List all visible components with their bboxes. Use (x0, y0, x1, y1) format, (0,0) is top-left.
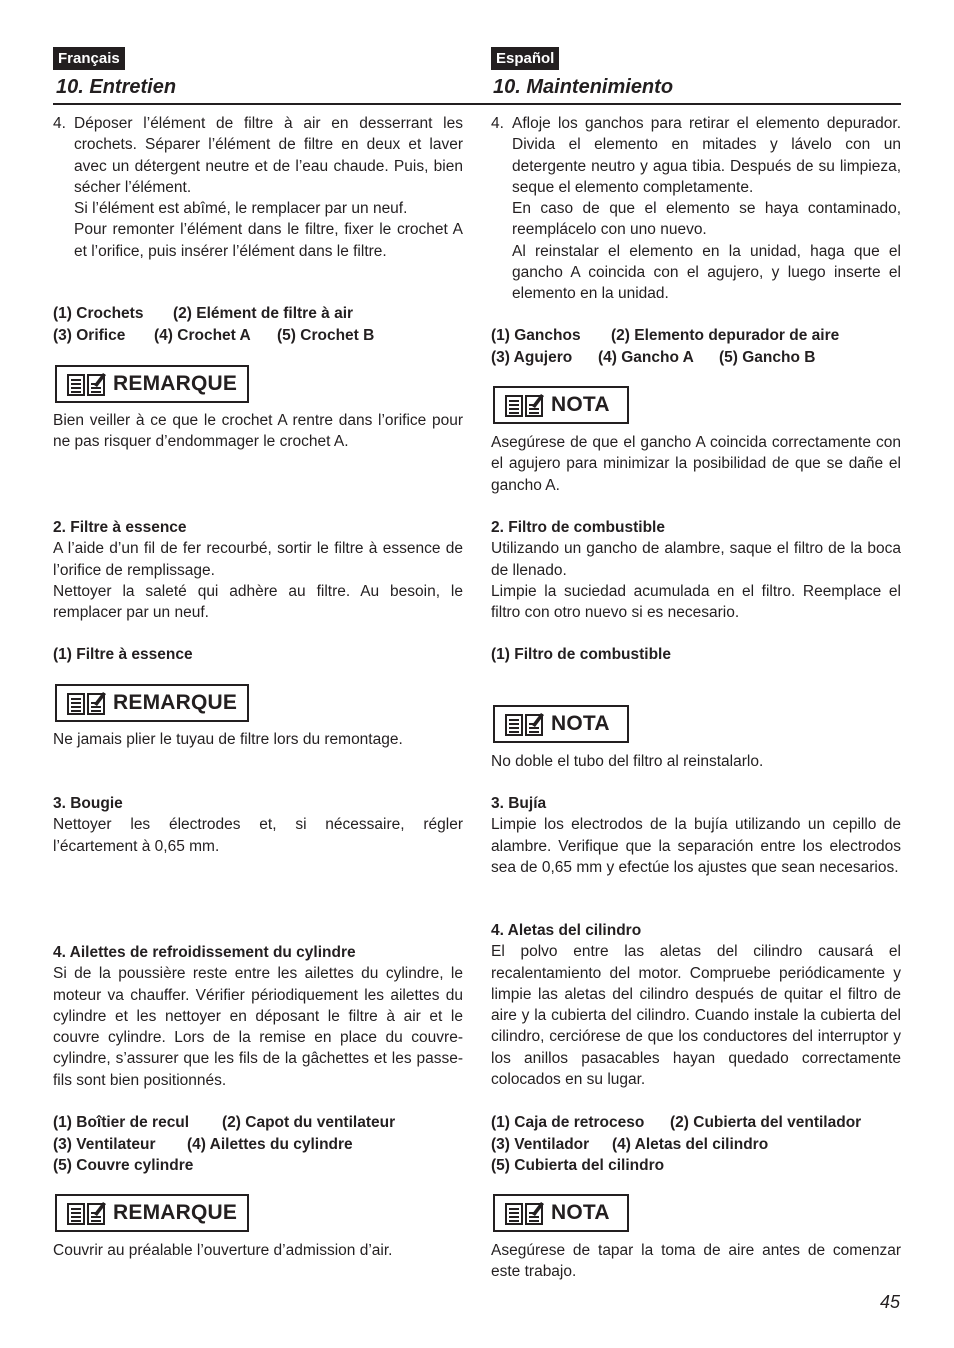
legend-item: (4) Crochet A (154, 326, 251, 344)
legend-item: (1) Filtro de combustible (491, 646, 671, 663)
legend-item: (2) Elemento depurador de aire (611, 327, 840, 344)
note-book-icon (66, 371, 106, 397)
nota-box (493, 705, 629, 743)
legend-item: (4) Aletas del cilindro (612, 1135, 769, 1153)
parts-legend-es (491, 325, 901, 368)
note-book-icon (66, 1200, 106, 1226)
legend-item: (5) Couvre cylindre (53, 1157, 194, 1174)
parts-legend-es (491, 644, 901, 666)
legend-item: (3) Agujero (491, 348, 573, 366)
fuel-filter-section-es (491, 517, 901, 623)
parts-legend-es (491, 1112, 901, 1177)
remarque-box (55, 365, 249, 403)
note-book-icon (66, 690, 106, 716)
step-number: 4. (491, 115, 504, 132)
paragraph: Nettoyer les électrodes et, si nécessaire, régler l’écartement à 0,65 mm. (53, 816, 463, 855)
section-heading: 3. Bujía (491, 795, 547, 812)
legend-item: (5) Crochet B (277, 326, 375, 344)
section-heading: 3. Bougie (53, 795, 123, 812)
paragraph: Si de la poussière reste entre les ailettes du cylindre, le moteur va chauffer. Vérifier périodiquement les ailettes du cylindre et les nettoyer en déposant le filtre à air et le couvre cylindre. Lors de la remise en place du couvre-cylindre, s’assurer que les fils de la gâchettes et les passe-fils sont bien positionnés. (53, 965, 463, 1089)
note-text (53, 1240, 463, 1261)
remarque-box (55, 684, 249, 722)
note-text (491, 1240, 901, 1283)
header-rule (53, 103, 901, 105)
paragraph: Ne jamais plier le tuyau de filtre lors du remontage. (53, 731, 403, 748)
language-tab-fr: Français (53, 47, 125, 70)
cylinder-fins-section-fr (53, 942, 463, 1091)
legend-item: (4) Gancho A (598, 348, 694, 366)
note-text (491, 432, 901, 496)
section-heading: 4. Aletas del cilindro (491, 922, 642, 939)
legend-item: (1) Filtre à essence (53, 646, 193, 663)
nota-box (493, 386, 629, 424)
step-4-fr (53, 113, 463, 262)
section-title-es: 10. Maintenimiento (493, 76, 674, 98)
legend-item: (5) Gancho B (719, 348, 816, 366)
legend-item: (5) Cubierta del cilindro (491, 1157, 665, 1174)
spark-plug-section-es (491, 793, 901, 878)
note-book-icon (504, 392, 544, 418)
section-title-fr: 10. Entretien (56, 76, 177, 98)
note-label: REMARQUE (113, 372, 238, 395)
legend-item: (1) Boîtier de recul (53, 1114, 190, 1131)
page-number: 45 (879, 1292, 900, 1312)
section-heading: 4. Ailettes de refroidissement du cylindre (53, 944, 356, 961)
remarque-box (55, 1194, 249, 1232)
paragraph: A l’aide d’un fil de fer recourbé, sortir le filtre à essence de l’orifice de remplissage. (53, 540, 463, 579)
legend-item: (3) Ventilateur (53, 1135, 156, 1153)
note-book-icon (504, 711, 544, 737)
paragraph: Afloje los ganchos para retirar el elemento depurador. Divida el elemento en mitades y lávelo con un detergente neutro y agua tibia. Después de su limpieza, seque el elemento completamente. (512, 115, 901, 196)
paragraph: Nettoyer la saleté qui adhère au filtre. Au besoin, le remplacer par un neuf. (53, 582, 463, 622)
paragraph: Utilizando un gancho de alambre, saque el filtro de la boca de llenado. (491, 540, 901, 579)
legend-item: (1) Ganchos (491, 327, 581, 344)
legend-item: (3) Orifice (53, 326, 126, 344)
paragraph: Asegúrese de que el gancho A coincida correctamente con el agujero para minimizar la posibilidad de que se dañe el gancho A. (491, 434, 901, 494)
paragraph: Couvrir au préalable l’ouverture d’admission d’air. (53, 1242, 393, 1259)
paragraph: Bien veiller à ce que le crochet A rentre dans l’orifice pour ne pas risquer d’endommager le crochet A. (53, 412, 463, 451)
note-label: NOTA (551, 393, 610, 416)
legend-item: (2) Capot du ventilateur (222, 1114, 396, 1131)
note-text (53, 410, 463, 453)
note-label: REMARQUE (113, 691, 238, 714)
parts-legend-fr (53, 1112, 463, 1177)
parts-legend-fr (53, 644, 463, 666)
legend-item: (3) Ventilador (491, 1135, 590, 1153)
legend-item: (2) Cubierta del ventilador (670, 1114, 862, 1131)
paragraph: No doble el tubo del filtro al reinstalarlo. (491, 753, 764, 770)
paragraph: Limpie la suciedad acumulada en el filtro. Reemplace el filtro con otro nuevo si es necesario. (491, 582, 901, 622)
paragraph: Déposer l’élément de filtre à air en desserrant les crochets. Séparer l’élément de filtre en deux et laver avec un détergent neutre et de l’eau chaude. Puis, bien sécher l’élément. (74, 115, 463, 196)
paragraph: Si l’élément est abîmé, le remplacer par un neuf. (74, 200, 408, 218)
paragraph: El polvo entre las aletas del cilindro causará el recalentamiento del motor. Compruebe periódicamente y limpie las aletas del cilindro después de quitar el filtro de aire y la cubierta del cilindro. Cuando instale la cubierta del cilindro, cerciórese de que los conductores del interruptor y los anillos pasacables hayan quedado correctamente colocados en su lugar. (491, 943, 901, 1089)
step-4-es (491, 113, 901, 305)
note-label: NOTA (551, 712, 610, 735)
spark-plug-section-fr (53, 793, 463, 857)
paragraph: Pour remonter l’élément dans le filtre, fixer le crochet A et l’orifice, puis insérer l’élément dans le filtre. (74, 221, 463, 260)
step-number: 4. (53, 115, 66, 132)
paragraph: En caso de que el elemento se haya contaminado, reemplácelo con uno nuevo. (512, 200, 901, 239)
parts-legend-fr (53, 303, 463, 346)
legend-item: (4) Ailettes du cylindre (187, 1135, 353, 1153)
legend-item: (2) Elément de filtre à air (173, 305, 354, 322)
fuel-filter-section-fr (53, 517, 463, 623)
note-text (53, 729, 463, 750)
legend-item: (1) Caja de retroceso (491, 1114, 645, 1131)
language-tab-es: Español (491, 47, 559, 70)
note-book-icon (504, 1200, 544, 1226)
legend-item: (1) Crochets (53, 305, 144, 322)
note-text (491, 751, 901, 772)
paragraph: Limpie los electrodos de la bujía utilizando un cepillo de alambre. Verifique que la separación entre los electrodos sea de 0,65 mm y efectúe los ajustes que sean necesarios. (491, 816, 901, 876)
note-label: REMARQUE (113, 1201, 238, 1224)
note-label: NOTA (551, 1201, 610, 1224)
paragraph: Al reinstalar el elemento en la unidad, haga que el gancho A coincida con el agujero, y luego inserte el elemento en la unidad. (512, 242, 901, 303)
cylinder-fins-section-es (491, 920, 901, 1090)
section-heading: 2. Filtro de combustible (491, 519, 665, 536)
nota-box (493, 1194, 629, 1232)
paragraph: Asegúrese de tapar la toma de aire antes de comenzar este trabajo. (491, 1242, 901, 1281)
section-heading: 2. Filtre à essence (53, 519, 187, 536)
